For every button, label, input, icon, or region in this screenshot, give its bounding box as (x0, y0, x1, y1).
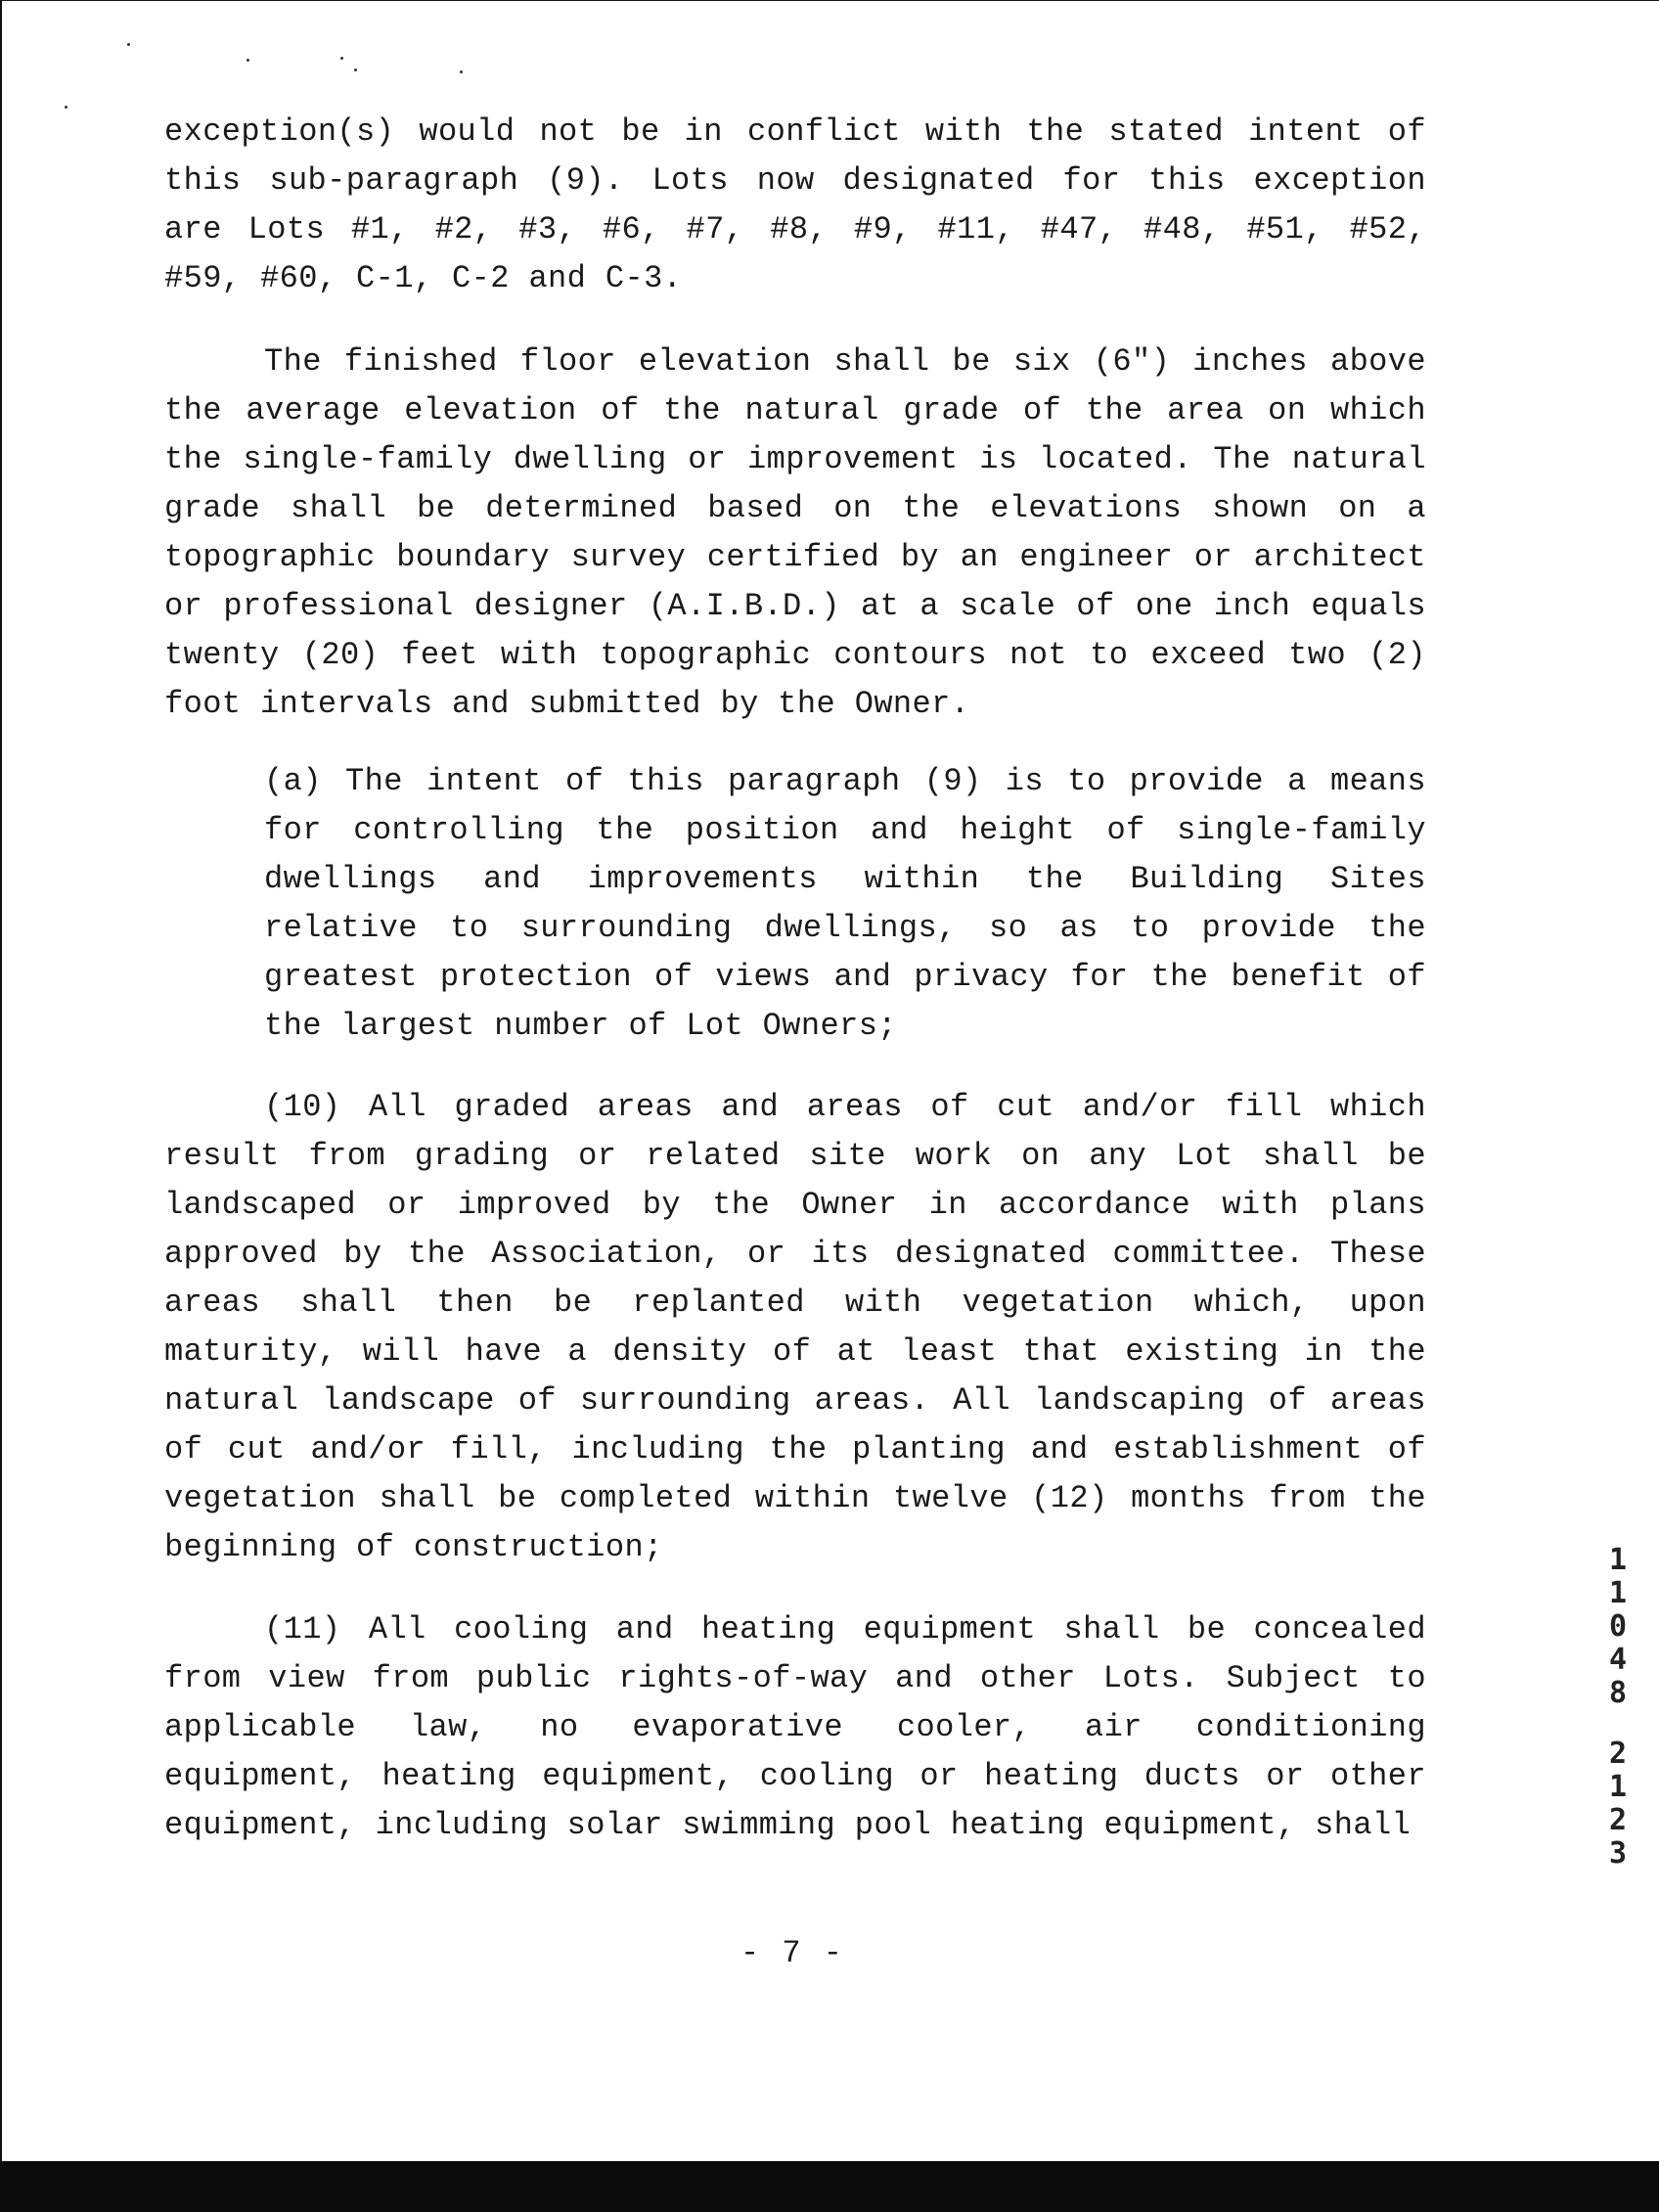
recording-stamp (1600, 1544, 1636, 1871)
stamp-digit: 8 (1608, 1676, 1628, 1710)
page-number: - 7 - (740, 1935, 844, 1971)
stamp-digit: 4 (1608, 1643, 1628, 1677)
stamp-digit: 2 (1608, 1737, 1628, 1771)
stamp-digit: 1 (1608, 1576, 1628, 1610)
stamp-digit: 1 (1608, 1543, 1628, 1577)
paragraph-floor-elevation: The finished floor elevation shall be six (6") inches above the average elevation of the natural grade of the area on which the single-family dwelling or improvement is located. The natural grade shall be determined based on the elevations shown on a topographic boundary survey certified by an engineer or architect or professional designer (A.I.B.D.) at a scale of one inch equals twenty (20) feet with topographic contours not to exceed two (2) foot intervals and submitted by the Owner. (164, 343, 1426, 722)
stamp-digit: 3 (1608, 1836, 1628, 1871)
stamp-digit: 0 (1608, 1609, 1628, 1644)
stamp-digit: 1 (1608, 1770, 1628, 1804)
scan-bottom-band (0, 2161, 1659, 2212)
paragraph-exceptions: exception(s) would not be in conflict with the stated intent of this sub-paragraph (9). Lots now designated for this exception are Lots #1, #2, #3, #6, #7, #8, #9, #11, #47, #48, #51, #52, #59, #60, C-1, C-2 and C-3. (164, 113, 1426, 296)
paragraph-10-grading: (10) All graded areas and areas of cut and/or fill which result from grading or related site work on any Lot shall be landscaped or improved by the Owner in accordance with plans approved by the Association, or its designated committee. These areas shall then be replanted with vegetation which, upon maturity, will have a density of at least that existing in the natural landscape of surrounding areas. All landscaping of areas of cut and/or fill, including the planting and establishment of vegetation shall be completed within twelve (12) months from the beginning of construction; (164, 1089, 1426, 1565)
paragraph-intent-a: (a) The intent of this paragraph (9) is to provide a means for controlling the position and height of single-family dwellings and improvements within the Building Sites relative to surrounding dwellings, so as to provide the greatest protection of views and privacy for the benefit of the largest number of Lot Owners; (264, 763, 1426, 1044)
stamp-digit: 2 (1608, 1803, 1628, 1837)
paragraph-11-equipment: (11) All cooling and heating equipment shall be concealed from view from public rights-of-way and other Lots. Subject to applicable law, no evaporative cooler, air conditioning equipment, heating equipment, cooling or heating ducts or other equipment, including solar swimming pool heating equipment, shall (164, 1611, 1426, 1843)
